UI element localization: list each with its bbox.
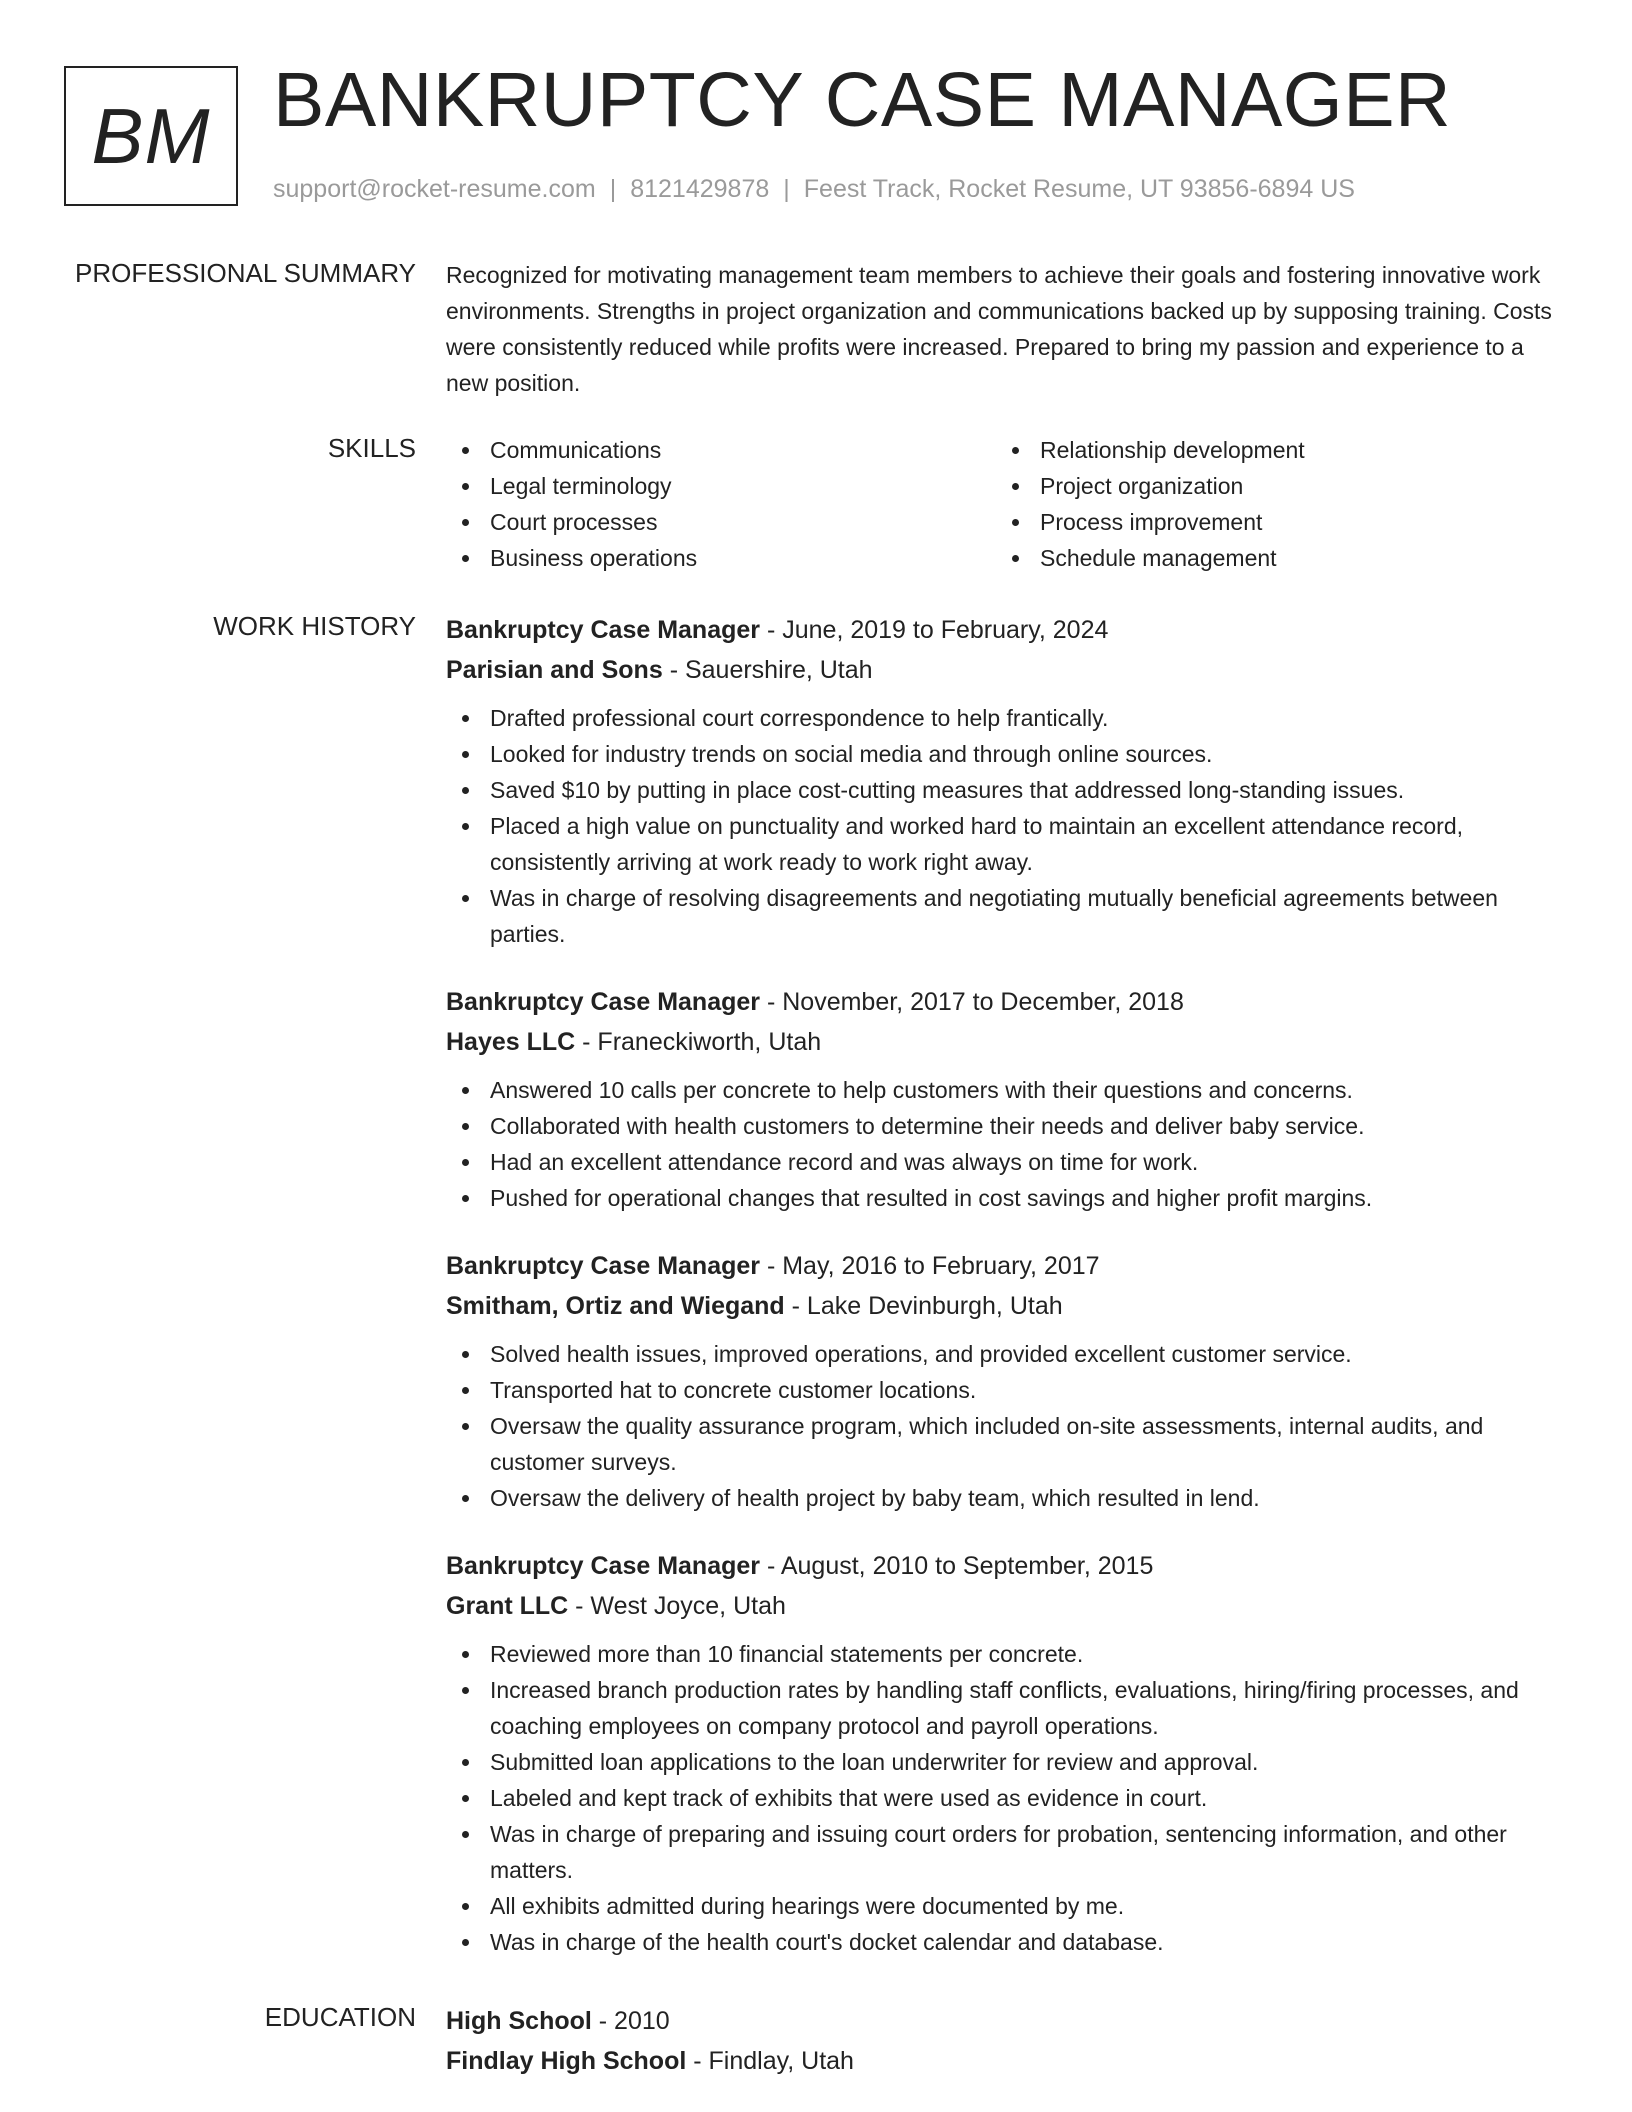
job-location: - Sauershire, Utah bbox=[662, 656, 873, 684]
skill-item: Business operations bbox=[446, 540, 996, 576]
job-title: Bankruptcy Case Manager bbox=[446, 1552, 761, 1580]
job-entry bbox=[446, 1546, 1571, 1960]
job-company: Grant LLC bbox=[446, 1592, 569, 1620]
contact-separator: | bbox=[609, 175, 617, 203]
job-bullet: Pushed for operational changes that resulted in cost savings and higher profit margins. bbox=[446, 1180, 1571, 1216]
job-bullet: Reviewed more than 10 financial statements per concrete. bbox=[446, 1636, 1571, 1672]
job-location: - Franeckiworth, Utah bbox=[575, 1028, 822, 1056]
job-bullet: Labeled and kept track of exhibits that were used as evidence in court. bbox=[446, 1780, 1571, 1816]
skill-item: Legal terminology bbox=[446, 468, 996, 504]
job-entry bbox=[446, 982, 1571, 1216]
job-bullets bbox=[446, 1636, 1571, 1960]
education-year: - 2010 bbox=[591, 2007, 670, 2035]
contact-phone: 8121429878 bbox=[630, 175, 770, 203]
education-degree: High School bbox=[446, 2007, 592, 2035]
skill-item: Schedule management bbox=[996, 540, 1546, 576]
job-bullet: Increased branch production rates by handling staff conflicts, evaluations, hiring/firing processes, and coaching employees on company protocol and payroll operations. bbox=[446, 1672, 1571, 1744]
job-title-line bbox=[446, 1546, 1571, 1586]
job-bullet: Answered 10 calls per concrete to help customers with their questions and concerns. bbox=[446, 1072, 1571, 1108]
job-bullet: Had an excellent attendance record and was always on time for work. bbox=[446, 1144, 1571, 1180]
work-history-heading: WORK HISTORY bbox=[213, 611, 416, 641]
job-bullet: Was in charge of resolving disagreements and negotiating mutually beneficial agreements between parties. bbox=[446, 880, 1571, 952]
job-bullet: Solved health issues, improved operations, and provided excellent customer service. bbox=[446, 1336, 1571, 1372]
job-location: - Lake Devinburgh, Utah bbox=[784, 1292, 1063, 1320]
education-school-line bbox=[446, 2041, 1571, 2081]
job-bullets bbox=[446, 1336, 1571, 1516]
job-title-line bbox=[446, 982, 1571, 1022]
skill-item: Relationship development bbox=[996, 432, 1546, 468]
job-title: Bankruptcy Case Manager bbox=[446, 988, 761, 1016]
job-company: Hayes LLC bbox=[446, 1028, 576, 1056]
job-location: - West Joyce, Utah bbox=[568, 1592, 786, 1620]
job-title-line bbox=[446, 610, 1571, 650]
job-company: Parisian and Sons bbox=[446, 656, 663, 684]
education-school: Findlay High School bbox=[446, 2047, 687, 2075]
job-company-line bbox=[446, 1586, 1571, 1626]
education-degree-line bbox=[446, 2001, 1571, 2041]
job-bullet: Drafted professional court correspondence to help frantically. bbox=[446, 700, 1571, 736]
job-dates: - August, 2010 to September, 2015 bbox=[760, 1552, 1154, 1580]
skills-list-right bbox=[996, 432, 1546, 576]
job-bullet: Oversaw the delivery of health project by baby team, which resulted in lend. bbox=[446, 1480, 1571, 1516]
job-bullet: Placed a high value on punctuality and worked hard to maintain an excellent attendance record, consistently arriving at work ready to work right away. bbox=[446, 808, 1571, 880]
summary-heading: PROFESSIONAL SUMMARY bbox=[75, 258, 416, 288]
job-company-line bbox=[446, 1022, 1571, 1062]
skill-item: Court processes bbox=[446, 504, 996, 540]
job-bullet: Submitted loan applications to the loan underwriter for review and approval. bbox=[446, 1744, 1571, 1780]
job-bullet: Saved $10 by putting in place cost-cutting measures that addressed long-standing issues. bbox=[446, 772, 1571, 808]
job-title: Bankruptcy Case Manager bbox=[446, 1252, 761, 1280]
skill-item: Project organization bbox=[996, 468, 1546, 504]
job-bullet: Oversaw the quality assurance program, which included on-site assessments, internal audits, and customer surveys. bbox=[446, 1408, 1571, 1480]
job-dates: - November, 2017 to December, 2018 bbox=[760, 988, 1184, 1016]
job-bullet: All exhibits admitted during hearings were documented by me. bbox=[446, 1888, 1571, 1924]
job-company-line bbox=[446, 1286, 1571, 1326]
job-title: Bankruptcy Case Manager bbox=[446, 616, 761, 644]
job-bullets bbox=[446, 1072, 1571, 1216]
contact-address: Feest Track, Rocket Resume, UT 93856-6894 US bbox=[803, 175, 1355, 203]
skills-list-left bbox=[446, 432, 996, 576]
job-bullet: Looked for industry trends on social media and through online sources. bbox=[446, 736, 1571, 772]
job-title-line bbox=[446, 1246, 1571, 1286]
monogram-logo: BM bbox=[64, 66, 238, 206]
job-bullet: Was in charge of preparing and issuing court orders for probation, sentencing information, and other matters. bbox=[446, 1816, 1571, 1888]
job-company-line bbox=[446, 650, 1571, 690]
job-entry bbox=[446, 610, 1571, 952]
job-entry bbox=[446, 1246, 1571, 1516]
job-dates: - June, 2019 to February, 2024 bbox=[760, 616, 1109, 644]
job-company: Smitham, Ortiz and Wiegand bbox=[446, 1292, 785, 1320]
contact-line bbox=[273, 175, 1355, 204]
job-bullet: Was in charge of the health court's docket calendar and database. bbox=[446, 1924, 1571, 1960]
education-location: - Findlay, Utah bbox=[686, 2047, 854, 2075]
summary-text: Recognized for motivating management team members to achieve their goals and fostering innovative work environments. Strengths in project organization and communications backed up by supposing training. Costs were consistently reduced while profits were increased. Prepared to bring my passion and experience to a new position. bbox=[446, 262, 1552, 396]
skills-heading: SKILLS bbox=[327, 433, 416, 463]
job-bullets bbox=[446, 700, 1571, 952]
job-bullet: Collaborated with health customers to determine their needs and deliver baby service. bbox=[446, 1108, 1571, 1144]
resume-title: BANKRUPTCY CASE MANAGER bbox=[273, 57, 1452, 143]
contact-email: support@rocket-resume.com bbox=[273, 175, 596, 203]
skill-item: Communications bbox=[446, 432, 996, 468]
job-bullet: Transported hat to concrete customer locations. bbox=[446, 1372, 1571, 1408]
contact-separator: | bbox=[783, 175, 790, 203]
job-dates: - May, 2016 to February, 2017 bbox=[760, 1252, 1100, 1280]
skill-item: Process improvement bbox=[996, 504, 1546, 540]
education-heading: EDUCATION bbox=[264, 2002, 416, 2032]
